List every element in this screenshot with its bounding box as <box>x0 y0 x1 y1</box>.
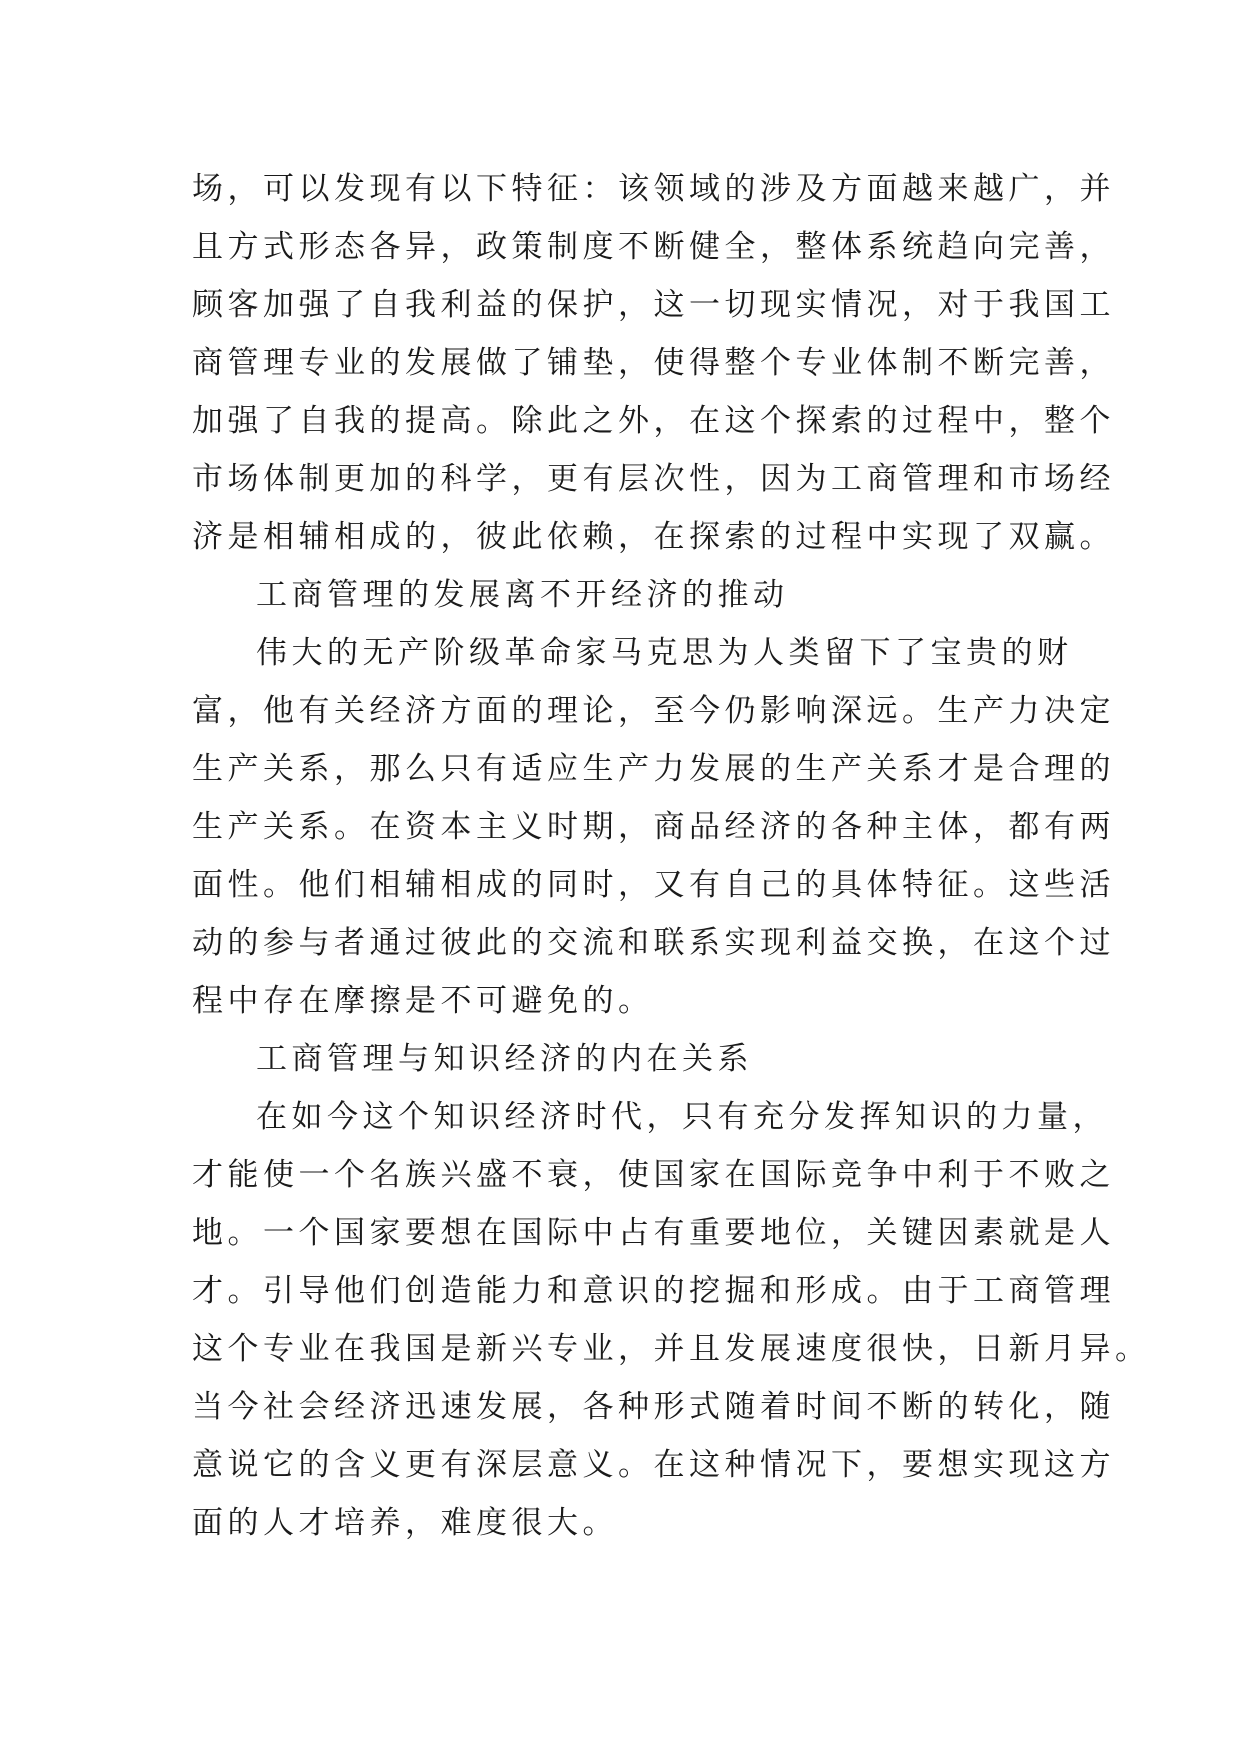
paragraph-line: 济是相辅相成的，彼此依赖，在探索的过程中实现了双赢。 <box>192 519 1115 555</box>
section-heading: 工商管理的发展离不开经济的推动 <box>256 577 789 613</box>
paragraph-line: 程中存在摩擦是不可避免的。 <box>192 983 654 1019</box>
paragraph-line: 市场体制更加的科学，更有层次性，因为工商管理和市场经 <box>192 461 1115 497</box>
paragraph-line: 富，他有关经济方面的理论，至今仍影响深远。生产力决定 <box>192 693 1115 729</box>
paragraph-line: 且方式形态各异，政策制度不断健全，整体系统趋向完善， <box>192 229 1115 265</box>
section-heading: 工商管理与知识经济的内在关系 <box>256 1041 753 1077</box>
paragraph-line: 当今社会经济迅速发展，各种形式随着时间不断的转化，随 <box>192 1389 1115 1425</box>
paragraph-line: 才。引导他们创造能力和意识的挖掘和形成。由于工商管理 <box>192 1273 1115 1309</box>
paragraph-line: 场，可以发现有以下特征：该领域的涉及方面越来越广，并 <box>192 171 1115 207</box>
paragraph-line: 动的参与者通过彼此的交流和联系实现利益交换，在这个过 <box>192 925 1115 961</box>
paragraph-line: 在如今这个知识经济时代，只有充分发挥知识的力量， <box>256 1099 1108 1135</box>
paragraph-line: 加强了自我的提高。除此之外，在这个探索的过程中，整个 <box>192 403 1115 439</box>
paragraph-line: 生产关系。在资本主义时期，商品经济的各种主体，都有两 <box>192 809 1115 845</box>
paragraph-line: 顾客加强了自我利益的保护，这一切现实情况，对于我国工 <box>192 287 1115 323</box>
paragraph-line: 生产关系，那么只有适应生产力发展的生产关系才是合理的 <box>192 751 1115 787</box>
paragraph-line: 这个专业在我国是新兴专业，并且发展速度很快，日新月异。 <box>192 1331 1151 1367</box>
paragraph-line: 地。一个国家要想在国际中占有重要地位，关键因素就是人 <box>192 1215 1115 1251</box>
paragraph-line: 意说它的含义更有深层意义。在这种情况下，要想实现这方 <box>192 1447 1115 1483</box>
paragraph-line: 商管理专业的发展做了铺垫，使得整个专业体制不断完善， <box>192 345 1115 381</box>
paragraph-line: 伟大的无产阶级革命家马克思为人类留下了宝贵的财 <box>256 635 1073 671</box>
paragraph-line: 才能使一个名族兴盛不衰，使国家在国际竞争中利于不败之 <box>192 1157 1115 1193</box>
body-text <box>192 160 1151 1552</box>
paragraph-line: 面的人才培养，难度很大。 <box>192 1505 618 1541</box>
paragraph-line: 面性。他们相辅相成的同时，又有自己的具体特征。这些活 <box>192 867 1115 903</box>
